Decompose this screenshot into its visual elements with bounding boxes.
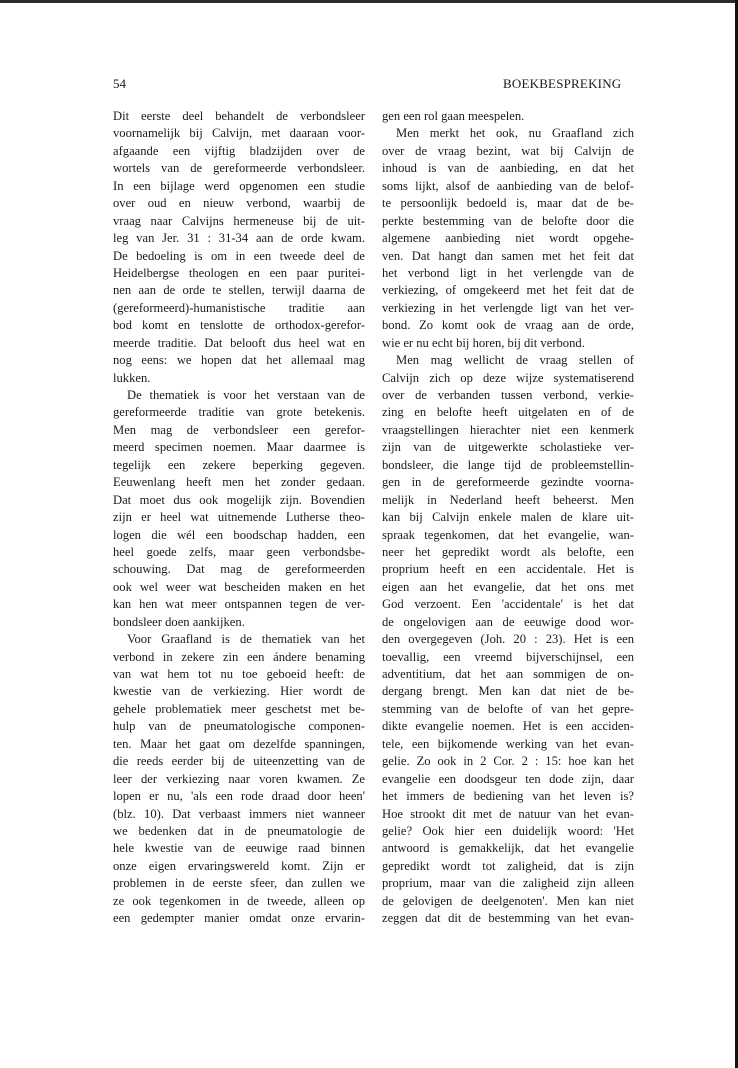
text-line: gen in de gereformeerde gezindte voorna- bbox=[382, 475, 634, 490]
text-line: wie er nu echt bij horen, bij dit verbond. bbox=[382, 335, 585, 350]
text-line: gehele problematiek meer geschetst met be- bbox=[113, 701, 365, 716]
text-line: meerd specimen noemen. Maar daarmee is bbox=[113, 440, 365, 455]
text-line: de gelovigen de deelgenoten'. Men kan niet bbox=[382, 893, 634, 908]
text-line: De thematiek is voor het verstaan van de bbox=[127, 388, 365, 402]
text-line: we bedenken dat in de pneumatologie de bbox=[113, 823, 365, 838]
text-line: voornamelijk bij Calvijn, met daaraan voor- bbox=[113, 126, 365, 141]
text-line: zing en belofte heeft uitgelaten en of de bbox=[382, 405, 634, 420]
text-line: kan hen wat meer ontspannen tegen de ver- bbox=[113, 597, 365, 612]
text-line: bondsleer, die lange tijd de probleemstellin- bbox=[382, 457, 634, 472]
text-line: gepredikt wordt tot zaligheid, dat is zijn bbox=[382, 858, 634, 873]
text-line: een gedempter manier omdat onze ervarin- bbox=[113, 911, 365, 926]
text-line: lukken. bbox=[113, 370, 151, 385]
text-line: problemen in de eerste sfeer, dan zullen we bbox=[113, 876, 365, 891]
text-line: Dat moet dus ook mogelijk zijn. Bovendien bbox=[113, 492, 365, 507]
text-line: (blz. 10). Dat verbaast immers niet wanneer bbox=[113, 806, 365, 821]
text-line: bond. Zo komt ook de vraag aan de orde, bbox=[382, 318, 634, 333]
text-line: perkte bestemming van de belofte door die bbox=[382, 213, 634, 228]
text-line: Men merkt het ook, nu Graafland zich bbox=[396, 126, 634, 141]
text-line: over oud en nieuw verbond, waarbij de bbox=[113, 196, 365, 211]
left-text-column bbox=[113, 108, 365, 928]
text-line: nen aan de orde te stellen, terwijl daarna de bbox=[113, 283, 365, 298]
text-line: zeggen dat dit de bestemming van het evan- bbox=[382, 911, 634, 926]
text-line: antwoord is gemakkelijk, dat het evangelie bbox=[382, 841, 634, 856]
text-line: (gereformeerd)-humanistische traditie aan bbox=[113, 300, 365, 315]
text-line: leg van Jer. 31 : 31-34 aan de orde kwam. bbox=[113, 231, 365, 246]
text-line: gen een rol gaan meespelen. bbox=[382, 109, 525, 123]
text-line: gelie. Zo ook in 2 Cor. 2 : 15: hoe kan het bbox=[382, 754, 634, 769]
text-line: zijn van de uitgewerkte scholastieke ver- bbox=[382, 440, 634, 455]
text-line: het verbond ligt in het verlengde van de bbox=[382, 265, 634, 280]
text-line: algemene aanbieding niet wordt opgehe- bbox=[382, 231, 634, 246]
text-line: soms lijkt, alsof de aanbieding van de belof- bbox=[382, 178, 634, 193]
text-line: dikte evangelie noemen. Het is een acciden- bbox=[382, 719, 634, 734]
text-line: die reeds eerder bij de uiteenzetting van de bbox=[113, 754, 365, 769]
text-line: melijk in Nederland heeft beheerst. Men bbox=[382, 492, 634, 507]
text-line: ook wel weer wat bescheiden maken en het bbox=[113, 579, 365, 594]
text-line: eigen aan het evangelie, dat het ons met bbox=[382, 579, 634, 594]
text-line: leer der verkiezing naar voren kwamen. Ze bbox=[113, 771, 365, 786]
text-line: te persoonlijk bedoeld is, maar dat de be- bbox=[382, 196, 634, 211]
right-text-column bbox=[382, 108, 634, 928]
text-line: over de vraag bezint, wat bij Calvijn de bbox=[382, 143, 634, 158]
text-line: adventitium, dat het aan sommigen de on- bbox=[382, 667, 634, 681]
text-line: dergang brengt. Men kan dat niet de be- bbox=[382, 684, 634, 699]
text-line: vraag naar Calvijns hermeneuse bij de uit- bbox=[113, 213, 365, 228]
scan-border-top bbox=[0, 0, 738, 3]
running-head: BOEKBESPREKING bbox=[503, 76, 622, 91]
text-line: van wat hem tot nu toe geboeid heeft: de bbox=[113, 667, 365, 681]
text-line: afgaande een vijftig bladzijden over de bbox=[113, 143, 365, 158]
text-line: schouwing. Dat mag de gereformeerden bbox=[113, 562, 365, 577]
text-line: God verzoent. Een 'accidentale' is het dat bbox=[382, 597, 634, 612]
text-line: vraagstellingen hierachter niet een kenmerk bbox=[382, 422, 634, 437]
text-line: stemming van de belofte of van het gepre- bbox=[382, 701, 634, 716]
text-line: den overgegeven (Joh. 20 : 23). Het is een bbox=[382, 632, 634, 647]
text-line: Men mag wellicht de vraag stellen of bbox=[396, 353, 634, 368]
text-line: hulp van de pneumatologische componen- bbox=[113, 719, 365, 734]
text-line: bondsleer doen aankijken. bbox=[113, 614, 245, 629]
text-line: proprium, maar van die zaligheid zijn alleen bbox=[382, 876, 634, 891]
page-number: 54 bbox=[113, 76, 126, 91]
text-line: nog eens: we hopen dat het allemaal mag bbox=[113, 353, 365, 368]
text-line: logen die wél een boodschap hadden, een bbox=[113, 527, 365, 542]
text-line: het immers de bediening van het leven is? bbox=[382, 789, 634, 804]
text-line: tegelijk een zekere beperking gegeven. bbox=[113, 457, 365, 472]
text-line: kwestie van de verkiezing. Hier wordt de bbox=[113, 684, 365, 699]
text-line: inhoud is van de aanbieding, en dat het bbox=[382, 161, 634, 176]
text-line: Eeuwenlang heeft men het zonder gedaan. bbox=[113, 475, 365, 490]
text-line: evangelie een doodsgeur ten dode zijn, daar bbox=[382, 771, 634, 786]
text-line: de ongelovigen aan de eeuwige dood wor- bbox=[382, 614, 634, 629]
text-line: over de verbanden tussen verbond, verkie- bbox=[382, 388, 634, 402]
text-line: Calvijn zich op deze wijze systematiserend bbox=[382, 370, 634, 385]
text-line: In een bijlage werd opgenomen een studie bbox=[113, 178, 365, 193]
text-line: onze eigen ervaringswereld komt. Zijn er bbox=[113, 858, 365, 873]
text-line: verbond in zekere zin een ándere benaming bbox=[113, 649, 365, 664]
text-line: tele, een bijkomende werking van het evan- bbox=[382, 736, 634, 751]
text-line: hele kwestie van de eeuwige raad binnen bbox=[113, 841, 365, 856]
text-line: gelie? Ook hier een duidelijk woord: 'Het bbox=[382, 823, 634, 838]
text-line: ten. Maar het gaat om dezelfde spanningen, bbox=[113, 736, 365, 751]
text-line: wortels van de gereformeerde verbondsleer. bbox=[113, 161, 365, 176]
text-line: bod komt en tenslotte de orthodox-gerefor- bbox=[113, 318, 365, 333]
text-line: zijn er heel wat uitnemende Lutherse theo- bbox=[113, 510, 365, 525]
text-line: meerde traditie. Dat belooft dus heel wat en bbox=[113, 335, 365, 350]
text-line: Hoe strookt dit met de natuur van het evan- bbox=[382, 806, 634, 821]
text-line: kan bij Calvijn enkele malen de klare uit- bbox=[382, 510, 634, 525]
text-line: gereformeerde traditie van grote betekenis. bbox=[113, 405, 365, 420]
text-line: verkiezing in het verlengde ligt van het ver- bbox=[382, 300, 634, 315]
text-line: toevallig, een vreemd bijverschijnsel, een bbox=[382, 649, 634, 664]
text-line: heel goede zelfs, maar geen verbondsbe- bbox=[113, 544, 365, 559]
text-line: De bedoeling is om in een tweede deel de bbox=[113, 248, 365, 263]
text-line: ven. Dat hangt dan samen met het feit dat bbox=[382, 248, 634, 263]
text-line: spraak tegenkomen, dat het evangelie, wan- bbox=[382, 527, 634, 542]
text-line: proprium heeft en een accidentale. Het is bbox=[382, 562, 634, 577]
text-line: neer het gepredikt wordt als belofte, een bbox=[382, 544, 634, 559]
text-line: lopen er nu, 'als een rode draad door heen' bbox=[113, 789, 365, 804]
text-line: Voor Graafland is de thematiek van het bbox=[127, 632, 365, 647]
text-line: verkiezing, of omgekeerd met het feit dat de bbox=[382, 283, 634, 298]
text-line: Dit eerste deel behandelt de verbondsleer bbox=[113, 109, 365, 123]
text-line: ze ook tegenkomen in de tweede, alleen op bbox=[113, 893, 365, 908]
text-line: Heidelbergse theologen en een paar puritei- bbox=[113, 265, 365, 280]
text-line: Men mag de verbondsleer een gerefor- bbox=[113, 422, 365, 437]
